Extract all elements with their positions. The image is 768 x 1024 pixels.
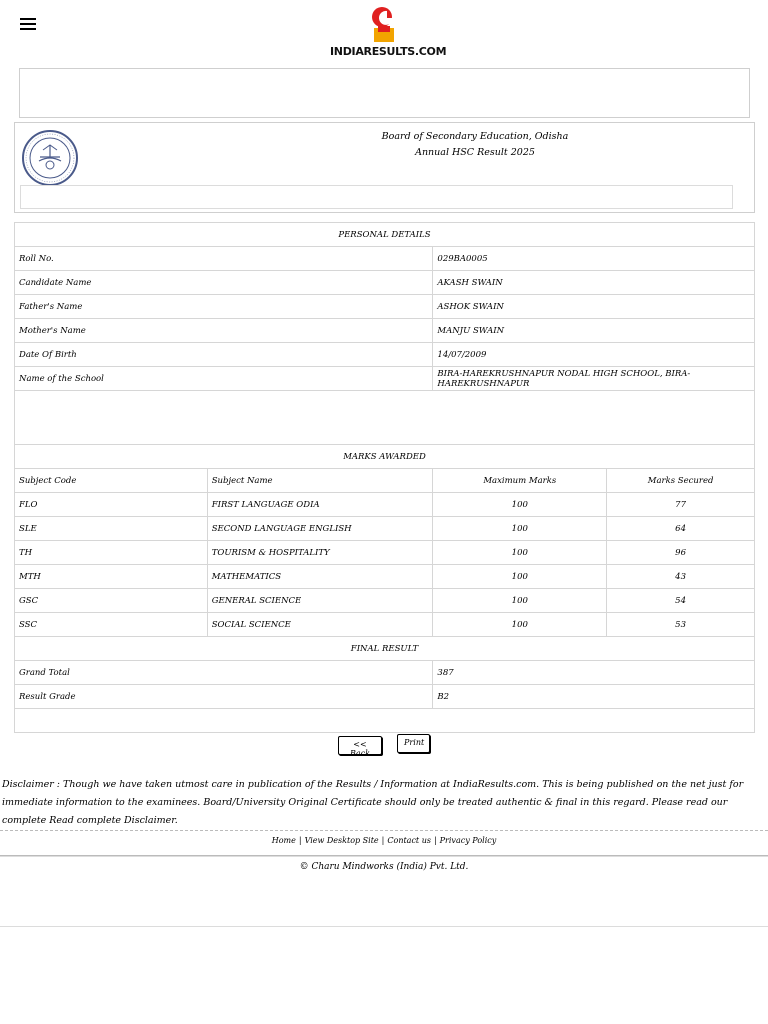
subject-name: SOCIAL SCIENCE <box>207 613 433 637</box>
table-row <box>15 295 755 319</box>
maximum-marks: 100 <box>433 589 607 613</box>
subject-code: MTH <box>15 565 208 589</box>
detail-label: Roll No. <box>15 247 433 271</box>
detail-label: Date Of Birth <box>15 343 433 367</box>
maximum-marks: 100 <box>433 541 607 565</box>
table-row <box>15 343 755 367</box>
subject-name: SECOND LANGUAGE ENGLISH <box>207 517 433 541</box>
maximum-marks: 100 <box>433 613 607 637</box>
subject-name: GENERAL SCIENCE <box>207 589 433 613</box>
table-row <box>15 613 755 637</box>
logo-mark-icon <box>370 6 400 44</box>
table-row <box>15 589 755 613</box>
table-row <box>15 517 755 541</box>
result-grade-value: B2 <box>433 685 755 709</box>
subject-code: TH <box>15 541 208 565</box>
footer-links <box>0 834 768 848</box>
detail-value: MANJU SWAIN <box>433 319 755 343</box>
marks-secured: 77 <box>607 493 755 517</box>
blank-row <box>15 709 755 733</box>
table-row <box>15 247 755 271</box>
logo-text: INDIARESULTS.COM <box>330 45 447 58</box>
marks-secured: 53 <box>607 613 755 637</box>
divider <box>0 855 768 857</box>
detail-label: Father's Name <box>15 295 433 319</box>
copyright-text: © Charu Mindworks (India) Pvt. Ltd. <box>299 862 469 872</box>
result-table <box>14 222 755 733</box>
footer-link-home[interactable]: Home <box>271 836 296 845</box>
table-row <box>15 493 755 517</box>
table-row <box>15 565 755 589</box>
column-header: Subject Code <box>15 469 208 493</box>
board-inner-box <box>20 185 733 209</box>
personal-details-heading: PERSONAL DETAILS <box>15 223 755 247</box>
detail-label: Mother's Name <box>15 319 433 343</box>
site-logo[interactable] <box>330 6 447 62</box>
divider <box>0 926 768 927</box>
ad-placeholder <box>19 68 750 118</box>
final-result-heading: FINAL RESULT <box>15 637 755 661</box>
blank-row <box>15 391 755 445</box>
maximum-marks: 100 <box>433 493 607 517</box>
marks-header-row <box>15 469 755 493</box>
marks-secured: 43 <box>607 565 755 589</box>
result-grade-label: Result Grade <box>15 685 433 709</box>
subject-name: TOURISM & HOSPITALITY <box>207 541 433 565</box>
subject-code: SSC <box>15 613 208 637</box>
subject-name: MATHEMATICS <box>207 565 433 589</box>
detail-label: Name of the School <box>15 367 433 391</box>
maximum-marks: 100 <box>433 565 607 589</box>
footer-link-desktop-site[interactable]: View Desktop Site <box>304 836 379 845</box>
divider <box>0 830 768 831</box>
marks-secured: 96 <box>607 541 755 565</box>
print-button[interactable]: Print <box>397 734 430 753</box>
subject-code: SLE <box>15 517 208 541</box>
column-header: Subject Name <box>207 469 433 493</box>
column-header: Marks Secured <box>607 469 755 493</box>
separator: | <box>381 836 385 845</box>
detail-value: AKASH SWAIN <box>433 271 755 295</box>
board-name: Board of Secondary Education, Odisha <box>381 131 569 142</box>
table-row <box>15 367 755 391</box>
subject-code: FLO <box>15 493 208 517</box>
site-header <box>0 0 768 66</box>
detail-value: 029BA0005 <box>433 247 755 271</box>
maximum-marks: 100 <box>433 517 607 541</box>
separator: | <box>298 836 302 845</box>
disclaimer-text: Disclaimer : Though we have taken utmost care in publication of the Results / Information at IndiaResults.com. This is being published on the net just for immediate information to the examinees. Board/University Original Certificate should only be treated authentic & final in this regard. Please read our complete Read complete Disclaimer. <box>2 779 744 826</box>
grand-total-label: Grand Total <box>15 661 433 685</box>
table-row <box>15 541 755 565</box>
board-header <box>14 122 755 213</box>
footer-link-contact[interactable]: Contact us <box>387 836 431 845</box>
hamburger-menu-icon[interactable] <box>20 18 36 32</box>
detail-value: 14/07/2009 <box>433 343 755 367</box>
table-row <box>15 319 755 343</box>
marks-secured: 54 <box>607 589 755 613</box>
table-row <box>15 661 755 685</box>
action-buttons <box>0 736 768 760</box>
table-row <box>15 685 755 709</box>
separator: | <box>433 836 437 845</box>
footer-link-privacy[interactable]: Privacy Policy <box>439 836 497 845</box>
column-header: Maximum Marks <box>433 469 607 493</box>
back-button[interactable]: << Back <box>338 736 382 755</box>
marks-secured: 64 <box>607 517 755 541</box>
detail-value: BIRA-HAREKRUSHNAPUR NODAL HIGH SCHOOL, BIRA-HAREKRUSHNAPUR <box>433 367 755 391</box>
grand-total-value: 387 <box>433 661 755 685</box>
board-seal-icon <box>21 129 79 187</box>
marks-awarded-heading: MARKS AWARDED <box>15 445 755 469</box>
table-row <box>15 271 755 295</box>
detail-label: Candidate Name <box>15 271 433 295</box>
exam-name: Annual HSC Result 2025 <box>415 147 535 158</box>
subject-code: GSC <box>15 589 208 613</box>
detail-value: ASHOK SWAIN <box>433 295 755 319</box>
subject-name: FIRST LANGUAGE ODIA <box>207 493 433 517</box>
